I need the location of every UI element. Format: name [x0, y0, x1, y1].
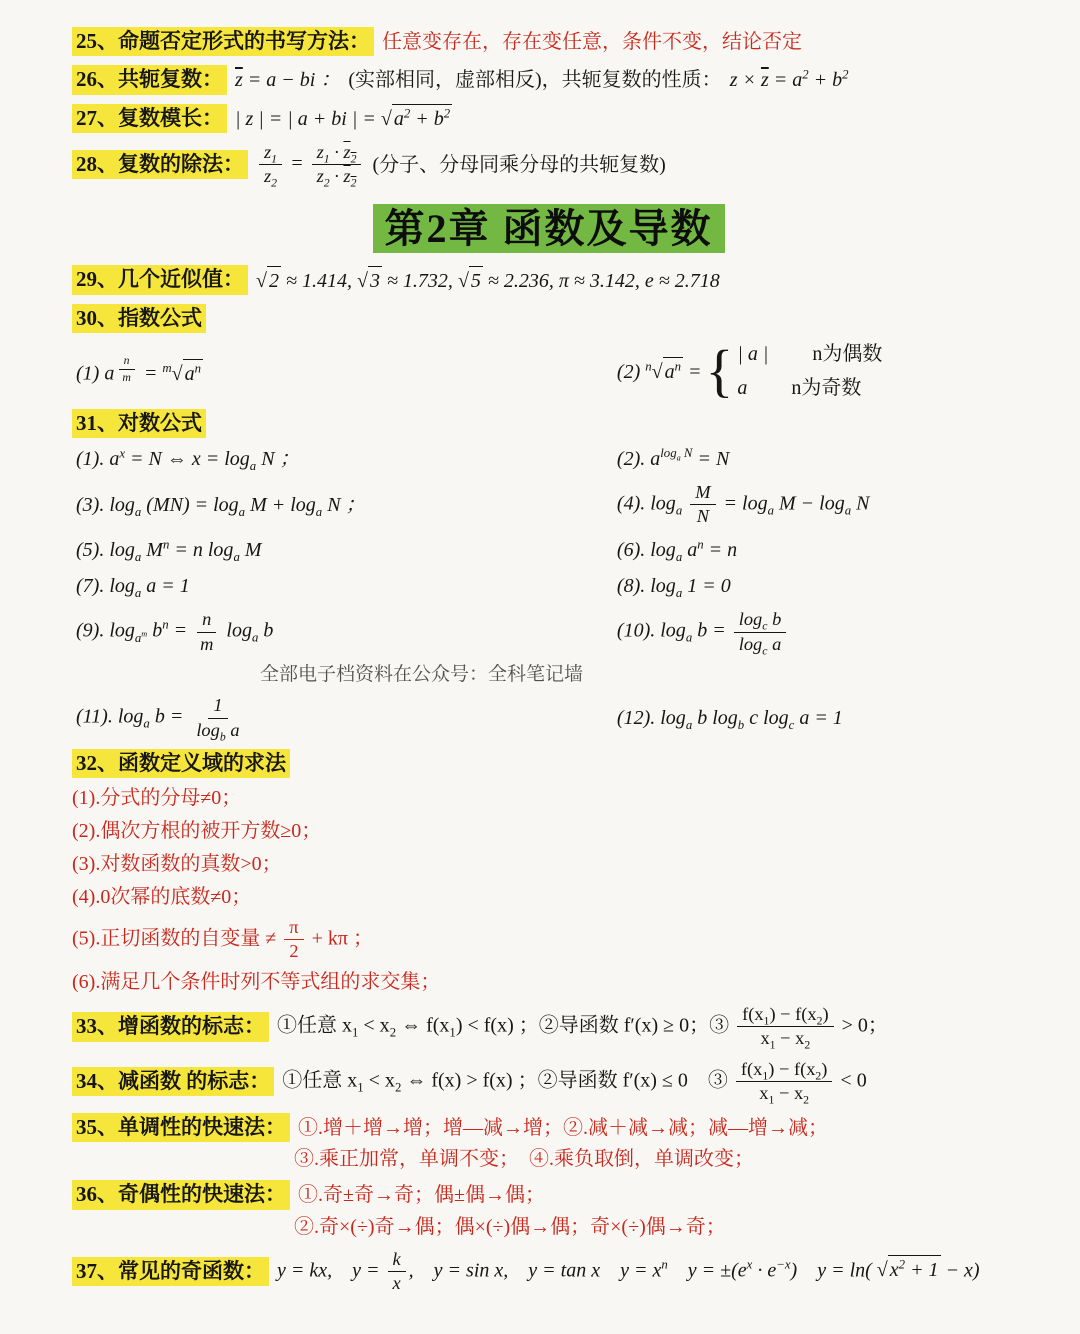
case-even — [737, 341, 882, 367]
log-formula-6: (6). $\log_a a^n = n$ — [616, 537, 738, 565]
log-formula-3: (3). $\log_a (MN) = \log_a M + \log_a N$ ； — [76, 493, 366, 519]
case-even-value: | a | — [737, 342, 769, 365]
item-26-formula-2: $z \times \overline{z} = a^2 + b^2$ — [729, 67, 849, 91]
domain-rule-3: (3).对数函数的真数>0； — [72, 853, 282, 876]
domain-rule-2: (2).偶次方根的被开方数≥0； — [72, 820, 322, 843]
item-30-formulas — [76, 341, 1025, 401]
log-formula-12: (12). $\log_a b$ $\log_b c$ $\log_c a = 1$ — [616, 707, 843, 733]
watermark-text: 全部电子档资料在公众号：全科笔记墙 — [260, 663, 584, 685]
exp-formula-2 — [617, 341, 1025, 401]
item-35-label: 35、单调性的快速法： — [72, 1113, 290, 1142]
domain-rule-6: (6).满足几个条件时列不等式组的求交集； — [72, 971, 441, 994]
item-27-label: 27、复数模长： — [72, 104, 227, 133]
item-30-label: 30、指数公式 — [72, 304, 206, 333]
item-29-label: 29、几个近似值： — [72, 265, 248, 294]
item-34 — [72, 1058, 1025, 1107]
log-formula-9: (9). $\log_{a^m} b^n$ = $\frac{n}{m}$ $\log_a b$ — [76, 609, 274, 654]
item-37 — [72, 1249, 1025, 1294]
piecewise-cases — [737, 341, 882, 401]
item-32-label: 32、函数定义域的求法 — [72, 749, 290, 778]
log-formula-10: (10). $\log_a b$ = $\frac{\log_c b}{\log_c a}$ — [617, 609, 1025, 654]
log-formula-8: (8). $\log_a 1 = 0$ — [616, 575, 731, 601]
item-29-formula: √ 2 ≈ 1.414, √ 3 ≈ 1.732, √ 5 ≈ 2.236, π ≈ 3.142, e ≈ 2.718 — [256, 266, 720, 294]
item-25-label: 25、命题否定形式的书写方法： — [72, 27, 374, 56]
item-31 — [72, 409, 1025, 438]
item-34-formula: ①任意 $x_1 < x_2$ ⇔ f(x) > f(x) ；②导函数 f′(x) ≤ 0 ③ $\frac{f(x_1) - f(x_2)}{x_1 - x_2}$ < 0 — [282, 1058, 867, 1107]
item-25-content: 任意变存在，存在变任意，条件不变，结论否定 — [382, 30, 802, 53]
item-26 — [72, 65, 1025, 94]
item-28 — [72, 141, 1025, 190]
item-35-line-2: ③.乘正加常，单调不变； ④.乘负取倒，单调改变； — [294, 1148, 754, 1171]
item-27 — [72, 104, 1025, 133]
domain-rule-4: (4).0次幂的底数≠0； — [72, 886, 252, 909]
domain-rule-1: (1).分式的分母≠0； — [72, 787, 242, 810]
item-36-label: 36、奇偶性的快速法： — [72, 1180, 290, 1209]
item-36-line-1: ①.奇±奇→奇；偶±偶→偶； — [298, 1183, 545, 1206]
item-28-note: (分子、分母同乘分母的共轭复数) — [372, 153, 666, 176]
item-29 — [72, 265, 1025, 294]
item-26-text: (实部相同，虚部相反)，共轭复数的性质： — [348, 68, 722, 91]
log-formula-4: (4). $\log_a$ $\frac{M}{N}$ = $\log_a M - \log_a N$ — [616, 482, 870, 527]
log-formula-7: (7). $\log_a a = 1$ — [76, 575, 190, 601]
item-35 — [72, 1113, 1025, 1142]
item-37-label: 37、常见的奇函数： — [72, 1257, 269, 1286]
item-31-label: 31、对数公式 — [72, 409, 206, 438]
case-even-cond: n为偶数 — [812, 342, 883, 365]
domain-rule-5: (5).正切函数的自变量 ≠ $\frac{\pi}{2}$ + kπ ； — [72, 917, 373, 962]
item-26-label: 26、共轭复数： — [72, 65, 227, 94]
item-27-formula: | z | = | a + bi | = √ $a^2 + b^2$ — [235, 104, 452, 132]
item-32 — [72, 749, 1025, 778]
case-odd — [737, 375, 882, 401]
chapter-heading — [72, 203, 1025, 255]
chapter-title: 第2章 函数及导数 — [373, 204, 725, 253]
item-28-formula: $\frac{z_1}{z_2}$ = $\frac{z_1 \cdot z_2}{z_2 \cdot z_2}$ — [256, 142, 364, 187]
item-33-label: 33、增函数的标志： — [72, 1012, 269, 1041]
item-28-label: 28、复数的除法： — [72, 150, 248, 179]
item-30 — [72, 304, 1025, 333]
exp-formula-2-lhs: (2) $^n$√ $a^n$ = — [617, 357, 702, 385]
log-formulas-b — [76, 695, 1025, 744]
exp-formula-1: (1) a $^{\frac{n}{m}}$ = $^m$√ $a^n$ — [76, 354, 201, 386]
log-formula-5: (5). $\log_a M^n = n$ $\log_a M$ — [76, 537, 262, 565]
item-25 — [72, 27, 1025, 56]
log-formulas-a — [76, 446, 1025, 658]
log-formula-2: (2). $a^{log_a N} = N$ — [616, 446, 730, 471]
log-formula-1: (1). $a^x = N$ ⇔ $x = \log_a N$ ； — [76, 446, 300, 474]
item-36-line-2: ②.奇×(÷)奇→偶；偶×(÷)偶→偶；奇×(÷)偶→奇； — [294, 1215, 726, 1238]
item-33 — [72, 1004, 1025, 1053]
item-34-label: 34、减函数 的标志： — [72, 1067, 274, 1096]
item-35-line-1: ①.增＋增→增；增—减→增；②.减＋减→减；减—增→减； — [298, 1116, 828, 1139]
item-26-formula-1: $\overline{z} = a$ − bi ： — [235, 68, 341, 91]
item-37-formula: y = kx, y = $\frac{k}{x}$ , y = sin x, y = tan x $y = x^n$ $y = \pm(e^x \cdot e^{-x})$ y = ln( √ $x^2 + 1 - x$) — [277, 1248, 980, 1293]
log-formula-11: (11). $\log_a b$ = $\frac{1}{\log_b a}$ — [76, 695, 240, 744]
brace-glyph — [706, 345, 734, 397]
item-36 — [72, 1180, 1025, 1209]
case-odd-value: a — [737, 376, 748, 399]
item-32-rules — [72, 785, 1025, 995]
item-33-formula: ①任意 $x_1 < x_2$ ⇔ $f(x_1) < f(x)$ ；②导函数 f′(x) ≥ 0；③ $\frac{f(x_1) - f(x_2)}{x_1 - x_2}$ > 0； — [277, 1004, 888, 1053]
case-odd-cond: n为奇数 — [791, 376, 862, 399]
